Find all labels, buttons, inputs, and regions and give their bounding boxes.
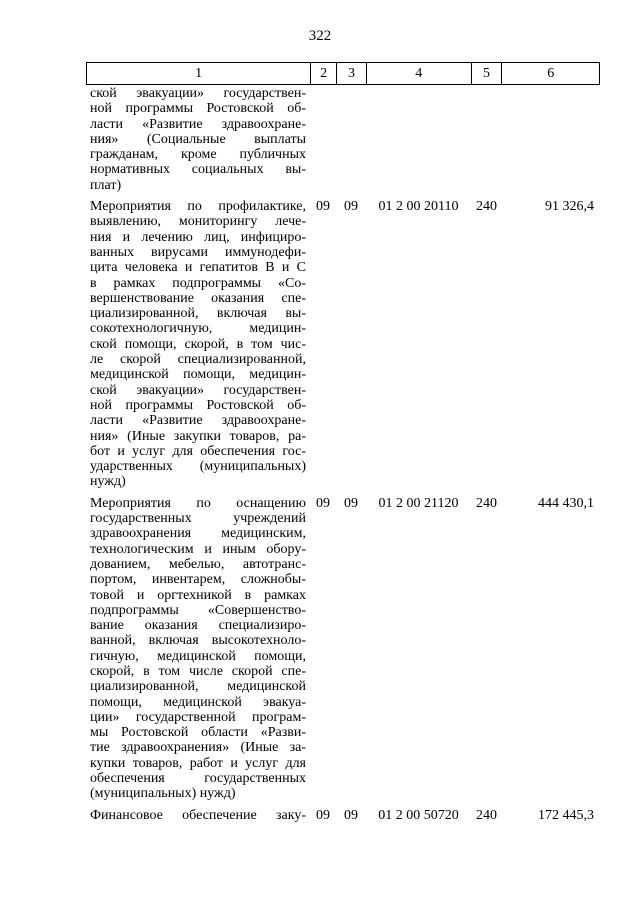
- table-row: [86, 808, 600, 823]
- table-body: [86, 86, 600, 823]
- column-header-5: 5: [471, 63, 502, 84]
- description-line: ния и лечению лиц, инфициро-: [90, 229, 306, 245]
- row-value-c3: 09: [344, 199, 358, 215]
- description-line: Мероприятия по оснащению: [90, 495, 306, 511]
- row-value-c5: 240: [476, 807, 497, 823]
- description-line: ле скорой специализированной,: [90, 352, 306, 368]
- table-header: [86, 62, 600, 85]
- description-line: ской эвакуации» государствен-: [90, 86, 306, 101]
- description-line: вершенствование оказания спе-: [90, 290, 306, 306]
- description-line: ния» (Иные закупки товаров, ра-: [90, 428, 306, 444]
- table-row: [86, 199, 600, 490]
- row-description: [86, 199, 310, 490]
- description-line: бот и услуг для обеспечения гос-: [90, 443, 306, 459]
- description-line: ванных вирусами иммунодефи-: [90, 244, 306, 260]
- description-line: ной программы Ростовской об-: [90, 101, 306, 117]
- description-line: ной программы Ростовской об-: [90, 397, 306, 413]
- description-line: циализированной, медицинской: [90, 679, 306, 695]
- description-line: гичную, медицинской помощи,: [90, 648, 306, 664]
- row-value-c5: 240: [476, 495, 497, 511]
- page-number: 322: [308, 28, 332, 44]
- description-line: здравоохранения медицинским,: [90, 526, 306, 542]
- description-line: Мероприятия по профилактике,: [90, 199, 306, 215]
- row-value-c3: 09: [344, 807, 358, 823]
- description-line: дованием, мебелью, автотранс-: [90, 556, 306, 572]
- description-line: ской помощи, скорой, в том чис-: [90, 336, 306, 352]
- description-line: циализированной, включая вы-: [90, 306, 306, 322]
- row-value-c5: 240: [476, 199, 497, 215]
- row-value-c2: 09: [316, 199, 330, 215]
- description-line: государственных учреждений: [90, 511, 306, 527]
- description-line: ции» государственной програм-: [90, 709, 306, 725]
- description-line: медицинской помощи, медицин-: [90, 367, 306, 383]
- table-row: [86, 86, 600, 193]
- description-line: ласти «Развитие здравоохране-: [90, 413, 306, 429]
- description-line: мы Ростовской области «Разви-: [90, 725, 306, 741]
- description-line: портом, инвентарем, сложнобы-: [90, 572, 306, 588]
- description-line: плат): [90, 177, 122, 193]
- row-value-c2: 09: [316, 495, 330, 511]
- description-line: вание оказания специализиро-: [90, 618, 306, 634]
- row-value-c6: 91 326,4: [545, 199, 594, 215]
- column-header-4: 4: [366, 63, 471, 84]
- row-description: [86, 86, 310, 193]
- column-header-1: 1: [195, 66, 203, 81]
- row-value-c6: 172 445,3: [538, 807, 594, 823]
- description-line: в рамках подпрограммы «Со-: [90, 275, 306, 291]
- description-line: Финансовое обеспечение заку-: [90, 807, 306, 823]
- description-line: обеспечения государственных: [90, 771, 306, 787]
- description-line: товой и оргтехникой в рамках: [90, 587, 306, 603]
- row-description: [86, 808, 310, 823]
- description-line: ской эвакуации» государствен-: [90, 382, 306, 398]
- row-value-c3: 09: [344, 495, 358, 511]
- description-line: нормативных социальных вы-: [90, 162, 306, 178]
- row-value-c2: 09: [316, 807, 330, 823]
- row-value-c4: 01 2 00 20110: [378, 199, 459, 215]
- description-line: купки товаров, работ и услуг для: [90, 755, 306, 771]
- description-line: ния» (Социальные выплаты: [90, 131, 306, 147]
- description-line: нужд): [90, 474, 126, 490]
- description-line: ванной, включая высокотехноло-: [90, 633, 306, 649]
- row-value-c4: 01 2 00 21120: [378, 495, 459, 511]
- column-header-3: 3: [336, 63, 366, 84]
- description-line: сокотехнологичную, медицин-: [90, 321, 306, 337]
- table-row: [86, 496, 600, 802]
- description-line: ударственных (муниципальных): [90, 459, 306, 475]
- description-line: (муниципальных) нужд): [90, 786, 236, 802]
- description-line: цита человека и гепатитов B и C: [90, 260, 306, 276]
- column-header-6: 6: [501, 63, 599, 84]
- row-value-c4: 01 2 00 50720: [378, 807, 459, 823]
- row-value-c6: 444 430,1: [538, 495, 594, 511]
- row-description: [86, 496, 310, 802]
- column-header-2: 2: [310, 63, 336, 84]
- description-line: ласти «Развитие здравоохране-: [90, 116, 306, 132]
- description-line: гражданам, кроме публичных: [90, 147, 306, 163]
- description-line: скорой, в том числе скорой спе-: [90, 663, 306, 679]
- description-line: подпрограммы «Совершенство-: [90, 602, 306, 618]
- description-line: помощи, медицинской эвакуа-: [90, 694, 306, 710]
- description-line: технологическим и иным обору-: [90, 541, 306, 557]
- description-line: выявлению, мониторингу лече-: [90, 214, 306, 230]
- description-line: тие здравоохранения» (Иные за-: [90, 740, 306, 756]
